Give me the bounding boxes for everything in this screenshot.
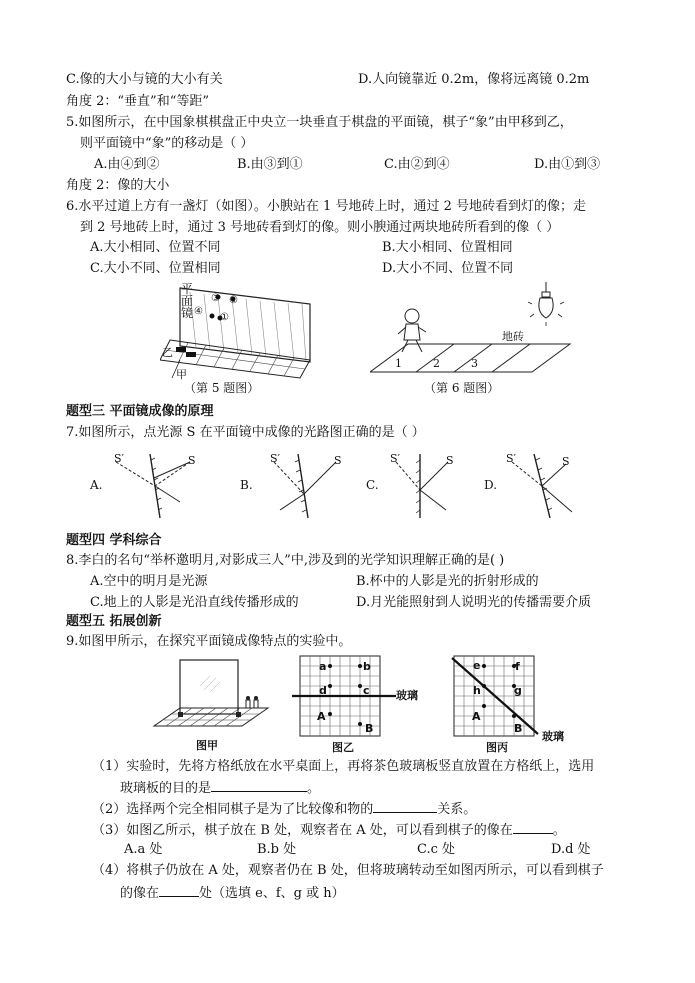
fig5-label-jia: 甲 <box>176 368 187 381</box>
q9-yi-mark-b: b <box>363 660 371 673</box>
fig5-label-yi: 乙 <box>162 346 173 359</box>
q7-b-sprime: S′ <box>270 452 281 465</box>
q7-a-s: S <box>188 454 196 467</box>
q9-bing-glass-label: 玻璃 <box>542 730 564 743</box>
q9-fig-jia-caption: 图甲 <box>196 739 218 752</box>
type3-title: 题型三 平面镜成像的原理 <box>66 404 214 419</box>
q9-sub1-line1: （1）实验时，先将方格纸放在水平桌面上，再将茶色玻璃板竖直放置在方格纸上，选用 <box>92 759 595 774</box>
q9-bing-mark-e: e <box>473 659 481 672</box>
q9-fig-bing-caption: 图丙 <box>486 741 508 754</box>
q9-sub4-line1: （4）将棋子仍放在 A 处，观察者仍在 B 处，但将玻璃转动至如图丙所示，可以看到棋子 <box>92 863 604 878</box>
q7-label-c: C. <box>366 478 379 492</box>
q8-option-c: C.地上的人影是光沿直线传播形成的 <box>90 595 299 610</box>
fig6-tile-1: 1 <box>395 357 402 370</box>
angle2-heading-b: 角度 2：像的大小 <box>66 178 170 193</box>
q8-stem: 8.李白的名句“举杯邀明月,对影成三人”中,涉及到的光学知识理解正确的是( ) <box>66 553 505 568</box>
q4-option-c: C.像的大小与镜的大小有关 <box>66 72 223 87</box>
q7-c-s: S <box>446 454 454 467</box>
q9-sub1-line2: 玻璃板的目的是 。 <box>120 781 321 796</box>
q9-sub1-blank[interactable] <box>211 779 307 792</box>
q9-fig-yi-caption: 图乙 <box>332 741 354 754</box>
q7-b-s: S <box>334 454 342 467</box>
q9-sub3-option-a: A.a 处 <box>124 842 163 857</box>
q9-sub3-blank[interactable] <box>513 821 553 834</box>
q6-option-a: A.大小相同、位置不同 <box>90 240 221 255</box>
q9-yi-mark-B: B <box>365 722 374 735</box>
q9-sub4-blank[interactable] <box>159 884 199 897</box>
q9-yi-mark-a: a <box>319 660 327 673</box>
fig6-tile-2: 2 <box>433 357 440 370</box>
fig5-mark-4: ④ <box>194 306 203 317</box>
type4-title: 题型四 学科综合 <box>66 533 162 548</box>
q7-label-a: A. <box>90 478 103 492</box>
q4-option-d: D.人向镜靠近 0.2m，像将远离镜 0.2m <box>358 72 590 87</box>
q9-figure-yi <box>290 654 402 738</box>
q9-sub2: （2）选择两个完全相同棋子是为了比较像和物的 关系。 <box>92 802 477 817</box>
fig6-tile-3: 3 <box>471 357 478 370</box>
fig6-tile-label: 地砖 <box>502 330 524 343</box>
fig5-mark-1: ① <box>220 312 229 323</box>
q9-bing-mark-g: g <box>514 684 522 697</box>
q9-sub3-option-d: D.d 处 <box>551 842 591 857</box>
q9-stem: 9.如图甲所示，在探究平面镜成像特点的实验中。 <box>66 634 352 649</box>
q9-sub4-line2: 的像在 处（选填 e、f、g 或 h） <box>120 886 345 901</box>
q6-option-c: C.大小不同、位置相同 <box>90 261 221 276</box>
fig5-mark-3: ③ <box>211 293 220 304</box>
q7-label-d: D. <box>484 478 498 492</box>
q5-option-d: D.由①到③ <box>534 157 601 172</box>
q5-stem-line1: 5.如图所示，在中国象棋棋盘正中央立一块垂直于棋盘的平面镜，棋子“象”由甲移到乙， <box>66 115 573 130</box>
q9-figure-bing <box>446 654 558 738</box>
q7-c-sprime: S′ <box>390 452 401 465</box>
q8-option-b: B.杯中的人影是光的折射形成的 <box>356 574 539 589</box>
q9-sub2-blank[interactable] <box>373 800 437 813</box>
q9-bing-mark-f: f <box>515 660 520 673</box>
q9-yi-mark-d: d <box>319 684 327 697</box>
q9-sub3-option-b: B.b 处 <box>257 842 297 857</box>
q7-a-sprime: S′ <box>114 452 125 465</box>
q9-sub3-option-c: C.c 处 <box>417 842 456 857</box>
q9-bing-mark-h: h <box>473 684 481 697</box>
fig6-caption: （第 6 题图） <box>424 381 500 395</box>
q5-option-c: C.由②到④ <box>384 157 450 172</box>
q8-option-a: A.空中的明月是光源 <box>90 574 208 589</box>
q5-option-b: B.由③到① <box>237 157 303 172</box>
q9-figure-jia <box>150 656 272 734</box>
q7-d-sprime: S′ <box>506 452 517 465</box>
type5-title: 题型五 拓展创新 <box>66 614 162 629</box>
q9-yi-mark-A: A <box>317 710 326 723</box>
q9-sub3: （3）如图乙所示，棋子放在 B 处，观察者在 A 处，可以看到棋子的像在 。 <box>92 823 566 838</box>
q6-stem-line1: 6.水平过道上方有一盏灯（如图）。小腴站在 1 号地砖上时，通过 2 号地砖看到灯的像；走 <box>66 199 586 214</box>
fig5-mark-2: ② <box>229 295 238 306</box>
q6-option-b: B.大小相同、位置相同 <box>382 240 513 255</box>
q9-bing-mark-B: B <box>514 722 523 735</box>
q9-bing-mark-A: A <box>472 710 481 723</box>
fig5-caption: （第 5 题图） <box>184 381 260 395</box>
q6-stem-line2: 到 2 号地砖上时，通过 3 号地砖看到灯的像。则小腴通过两块地砖所看到的像（ ） <box>80 220 560 235</box>
q8-option-d: D.月光能照射到人说明光的传播需要介质 <box>356 595 592 610</box>
fig5-mirror-label: 平 面 镜 <box>181 282 194 320</box>
q7-d-s: S <box>562 455 570 468</box>
angle2-heading-a: 角度 2：“垂直”和“等距” <box>66 94 209 109</box>
q7-stem: 7.如图所示，点光源 S 在平面镜中成像的光路图正确的是（ ） <box>66 425 425 440</box>
q7-label-b: B. <box>240 478 253 492</box>
q9-yi-glass-label: 玻璃 <box>396 689 418 702</box>
q5-option-a: A.由④到② <box>94 157 160 172</box>
q5-stem-line2: 则平面镜中“象”的移动是（ ） <box>80 136 254 151</box>
q6-option-d: D.大小不同、位置不同 <box>382 261 514 276</box>
q9-yi-mark-c: c <box>363 684 370 697</box>
